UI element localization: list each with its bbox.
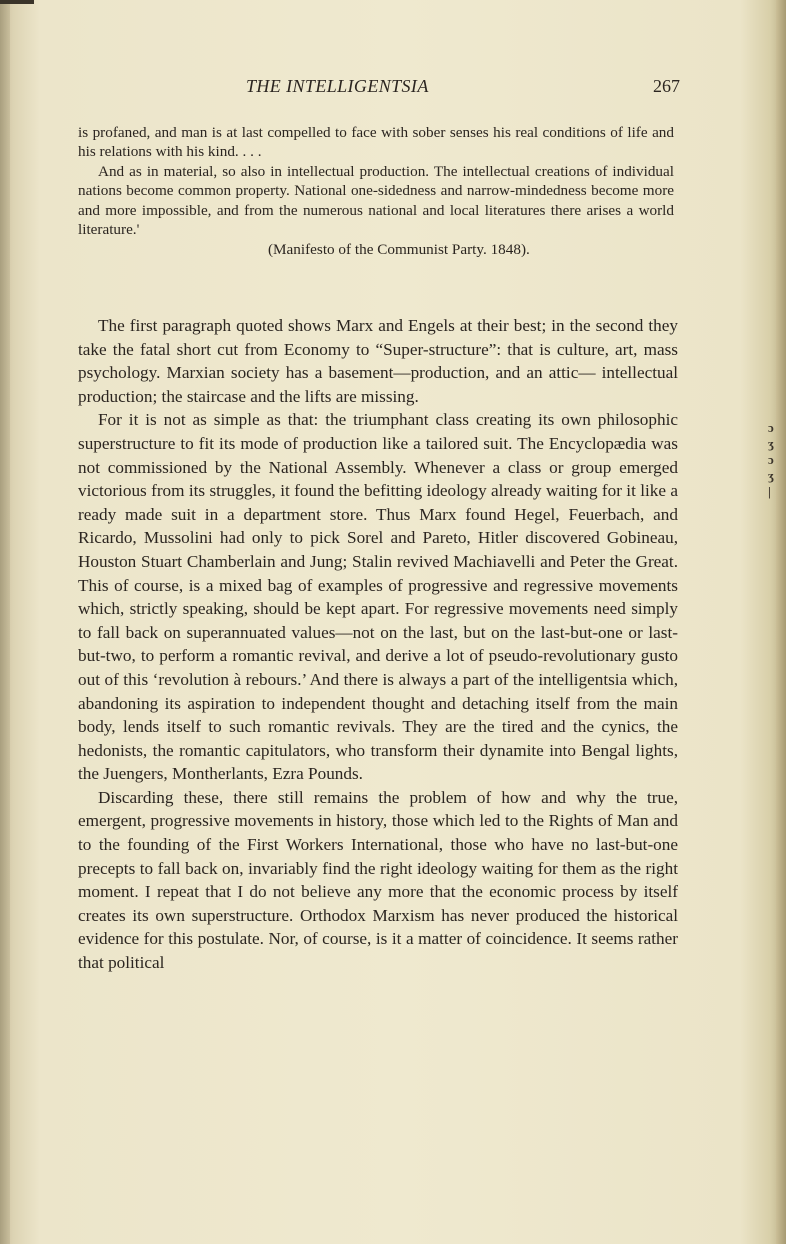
- quote-paragraph: is profaned, and man is at last compelled to face with sober senses his real conditions of life and his relations with his kind. . . .: [78, 124, 674, 161]
- page-number: 267: [653, 76, 680, 96]
- block-quote: [78, 123, 674, 260]
- scan-edge-mark: [0, 0, 34, 4]
- running-header: [80, 76, 680, 100]
- page-edge: [776, 0, 786, 1244]
- bleed-through-marks: ɔ ʒ ɔ ʒ |: [768, 420, 774, 499]
- spine-shadow: [0, 0, 10, 1244]
- body-paragraph: The first paragraph quoted shows Marx and Engels at their best; in the second they take the fatal short cut from Economy to “Super-structure”: that is culture, art, mass psychology. Marxian society has a basement—production, and an attic— intellectual production; the staircase and the lifts are missing.: [78, 316, 678, 406]
- quote-attribution: (Manifesto of the Communist Party. 1848).: [268, 241, 530, 259]
- body-paragraph: Discarding these, there still remains the problem of how and why the true, emergent, progressive movements in history, those which led to the Rights of Man and to the founding of the First Workers International, those who have no last-but-one precepts to fall back on, invariably find the right ideology waiting for them as the right moment. I repeat that I do not believe any more that the economic process by itself creates its own superstructure. Orthodox Marxism has never produced the historical evidence for this postulate. Nor, of course, is it a matter of coincidence. It seems rather that political: [78, 787, 678, 973]
- body-paragraph: For it is not as simple as that: the triumphant class creating its own philosophic superstructure to fit its mode of production like a tailored suit. The Encyclopædia was not commissioned by the National Assembly. Whenever a class or group emerged victorious from its struggles, it found the befitting ideology already waiting for it like a ready made suit in a department store. Thus Marx found Hegel, Feuerbach, and Ricardo, Mussolini had only to pick Sorel and Pareto, Hitler discovered Gobineau, Houston Stuart Chamberlain and Jung; Stalin revived Machiavelli and Peter the Great. This of course, is a mixed bag of examples of progressive and regressive movements which, strictly speaking, should be kept apart. For regressive movements need simply to fall back on superannuated values—not on the last, but on the last-but-one or last-but-two, to perform a romantic revival, and derive a lot of pseudo-revolutionary gusto out of this ‘revolution à rebours.’ And there is always a part of the intelligentsia which, abandoning its aspiration to independent thought and detaching itself from the main body, lends itself to such romantic revivals. They are the tired and the cynics, the hedonists, the romantic capitulators, who transform their dynamite into Bengal lights, the Juengers, Montherlants, Ezra Pounds.: [78, 410, 678, 784]
- running-title: THE INTELLIGENTSIA: [246, 76, 429, 96]
- body-text: [78, 314, 678, 975]
- quote-paragraph: And as in material, so also in intellectual production. The intellectual creations of individual nations become common property. National one-sidedness and narrow-mindedness become more and more impossible, and from the numerous national and local literatures there arises a world literature.': [78, 162, 674, 239]
